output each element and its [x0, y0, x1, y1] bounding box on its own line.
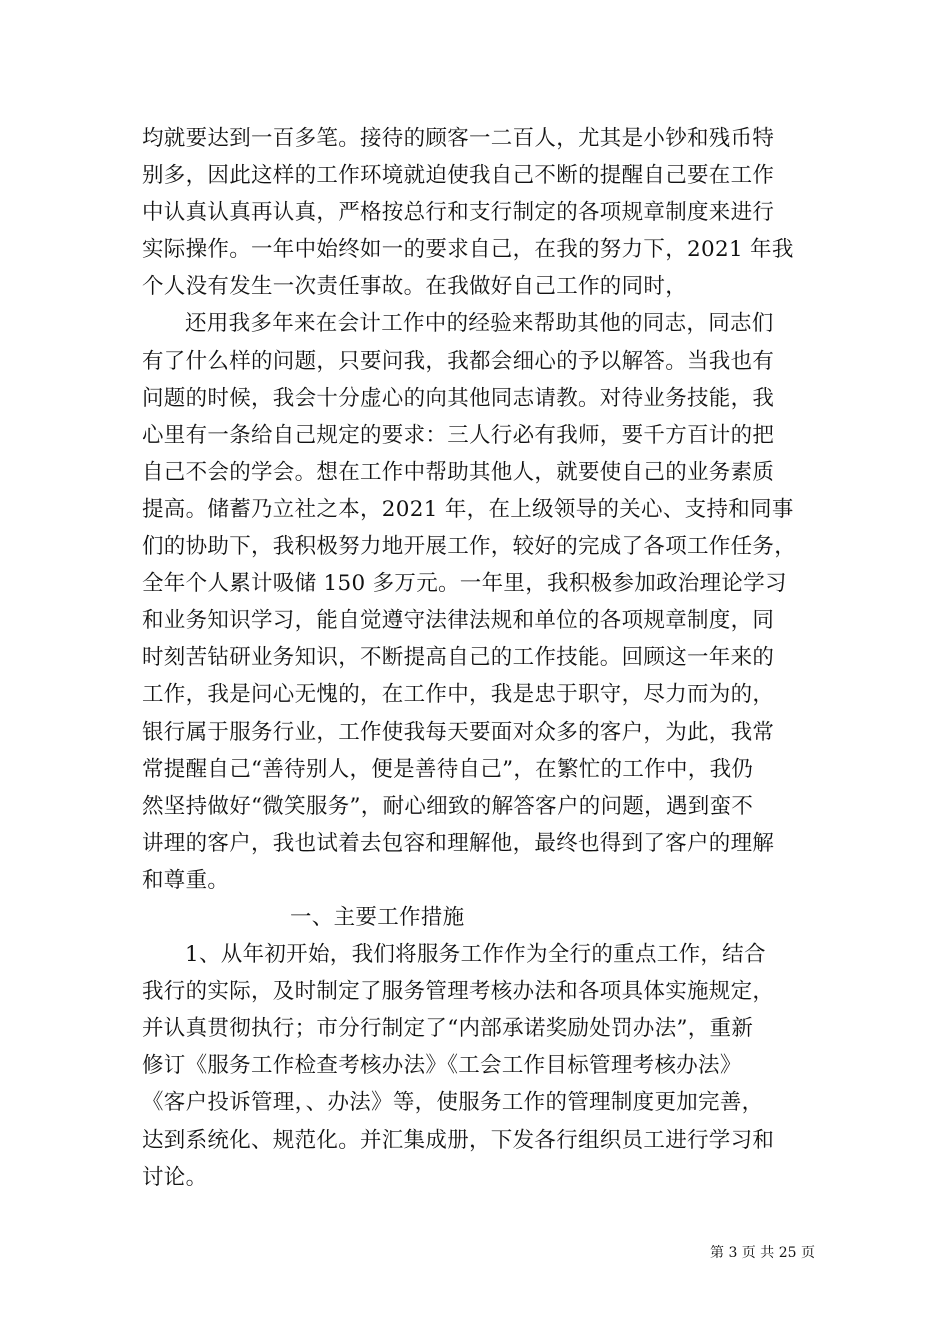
- text-line: 自己不会的学会。想在工作中帮助其他人，就要使自己的业务素质: [142, 459, 775, 485]
- text-line: 讨论。: [142, 1164, 208, 1190]
- paragraph-experience: [142, 305, 822, 899]
- text-line: 银行属于服务行业，工作使我每天要面对众多的客户，为此，我常: [142, 719, 775, 745]
- text-line: 们的协助下，我积极努力地开展工作，较好的完成了各项工作任务，: [142, 534, 797, 560]
- text-line: 1、从年初开始，我们将服务工作作为全行的重点工作，结合: [185, 942, 766, 968]
- text-line: 时刻苦钻研业务知识，不断提高自己的工作技能。回顾这一年来的: [142, 645, 775, 671]
- text-line: 工作，我是问心无愧的，在工作中，我是忠于职守，尽力而为的，: [142, 682, 775, 708]
- text-line: 有了什么样的问题，只要问我，我都会细心的予以解答。当我也有: [142, 348, 775, 374]
- text-line: 《客户投诉管理，、办法》等，使服务工作的管理制度更加完善，: [142, 1090, 764, 1116]
- text-line: 别多，因此这样的工作环境就迫使我自己不断的提醒自己要在工作: [142, 163, 775, 189]
- text-line: 达到系统化、规范化。并汇集成册，下发各行组织员工进行学习和: [142, 1127, 775, 1153]
- text-line: 个人没有发生一次责任事故。在我做好自己工作的同时，: [142, 274, 688, 300]
- text-line: 提高。储蓄乃立社之本，2021 年，在上级领导的关心、支持和同事: [142, 496, 794, 522]
- text-line: 问题的时候，我会十分虚心的向其他同志请教。对待业务技能，我: [142, 385, 775, 411]
- text-line: 修订《服务工作检查考核办法》《工会工作目标管理考核办法》: [142, 1053, 742, 1079]
- text-line: 心里有一条给自己规定的要求：三人行必有我师，要千方百计的把: [142, 422, 775, 448]
- text-line: 均就要达到一百多笔。接待的顾客一二百人，尤其是小钞和残币特: [142, 126, 775, 151]
- paragraph-continuation: [142, 120, 822, 305]
- text-line: 然坚持做好“微笑服务”，耐心细致的解答客户的问题，遇到蛮不: [142, 793, 754, 819]
- page-number: 第 3 页 共 25 页: [710, 1245, 815, 1261]
- text-line: 并认真贯彻执行；市分行制定了“内部承诺奖励处罚办法”，重新: [142, 1016, 754, 1042]
- text-line: 和业务知识学习，能自觉遵守法律法规和单位的各项规章制度，同: [142, 608, 775, 634]
- text-line: 还用我多年来在会计工作中的经验来帮助其他的同志，同志们: [185, 311, 774, 337]
- paragraph-measures: [142, 936, 822, 1196]
- text-line: 常提醒自己“善待别人，便是善待自己”，在繁忙的工作中，我仍: [142, 756, 754, 782]
- text-line: 中认真认真再认真，严格按总行和支行制定的各项规章制度来进行: [142, 200, 775, 226]
- text-line: 实际操作。一年中始终如一的要求自己，在我的努力下，2021 年我: [142, 237, 794, 263]
- text-line: 和尊重。: [142, 867, 230, 893]
- text-line: 我行的实际，及时制定了服务管理考核办法和各项具体实施规定，: [142, 979, 775, 1005]
- text-line: 讲理的客户，我也试着去包容和理解他，最终也得到了客户的理解: [142, 830, 775, 856]
- document-body: [142, 120, 822, 1196]
- section-heading: 一、主要工作措施: [290, 904, 465, 930]
- text-line: 全年个人累计吸储 150 多万元。一年里，我积极参加政治理论学习: [142, 571, 787, 597]
